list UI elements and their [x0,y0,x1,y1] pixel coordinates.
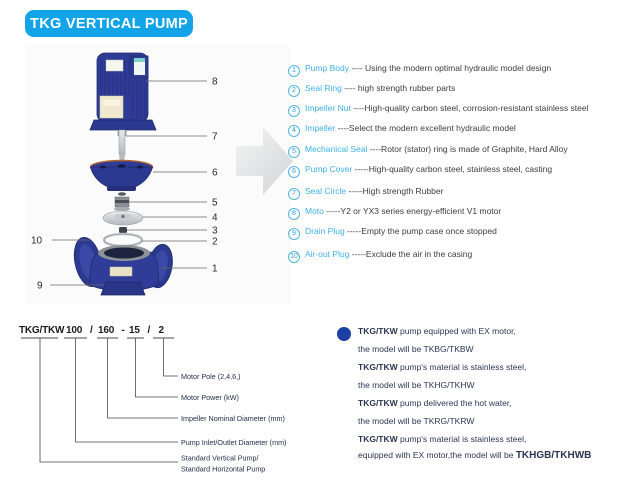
legend-item [288,102,588,117]
model-code-segment: 15 [129,325,140,336]
bullet-circle-icon [337,327,351,341]
legend-item [288,248,472,263]
part-term: Impeller [305,123,336,133]
note-text: pump delivered the hot water, [397,398,512,408]
part-term: Impeller Nut [305,103,351,113]
note-text: the model will be TKBG/TKBW [358,344,474,354]
note-text: pump equipped with EX motor, [397,326,516,336]
legend-item [288,143,568,158]
model-label: Motor Pole (2,4,6,) [181,372,241,381]
callout-number: 8 [212,76,218,88]
note-group [358,358,614,394]
circled-number: 5 [288,146,300,158]
callout-number: 5 [212,197,218,209]
model-label: Standard Vertical Pump/ [181,453,259,463]
part-term: Pump Cover [305,164,353,174]
part-desc: -----Exclude the air in the casing [349,249,473,259]
legend-item [288,205,501,220]
part-desc: ---- high strength rubber parts [341,83,456,93]
circled-number: 10 [288,251,300,263]
model-label: Impeller Nominal Diameter (mm) [181,414,285,423]
note-prefix: TKG/TKW [358,398,398,408]
callout-number: 9 [37,280,43,292]
note-prefix: TKG/TKW [358,326,398,336]
callout-number: 7 [212,131,218,143]
callout-number: 6 [212,167,218,179]
note-group [358,322,614,358]
part-desc: -----Y2 or YX3 series energy-efficient V1 motor [323,206,502,216]
circled-number: 8 [288,208,300,220]
legend-item [288,122,516,137]
part-desc: ----High-quality carbon steel, corrosion-resistant stainless steel [350,103,589,113]
circled-number: 3 [288,105,300,117]
legend-item [288,82,455,97]
circled-number: 9 [288,228,300,240]
model-code-segment: - [121,325,125,336]
part-desc: ----Rotor (stator) ring is made of Graphite, Hard Alloy [367,144,568,154]
part-term: Mechanical Seal [305,144,368,154]
model-code-segment: 160 [98,325,115,336]
part-term: Moto [305,206,324,216]
circled-number: 1 [288,65,300,77]
note-text: pump's material is stainless steel, [397,362,527,372]
circled-number: 6 [288,166,300,178]
model-label: Pump Inlet/Outlet Diameter (mm) [181,438,287,447]
note-group [358,394,614,430]
model-variant-notes [358,322,614,462]
callout-number: 3 [212,225,218,237]
model-code-segment: / [90,325,93,336]
callout-number: 1 [212,263,218,275]
circled-number: 7 [288,188,300,200]
legend-item [288,185,443,200]
part-desc: ----Select the modern excellent hydraulic model [335,123,516,133]
model-code-segment: 100 [66,325,83,336]
circled-number: 2 [288,85,300,97]
part-term: Seal Circle [305,186,347,196]
part-term: Seal Ring [305,83,342,93]
legend-item [288,62,551,77]
callout-number: 10 [31,235,43,247]
part-desc: -----Empty the pump case once stopped [344,226,497,236]
part-desc: -----High strength Rubber [346,186,444,196]
model-code-segment: / [147,325,151,336]
note-prefix: TKG/TKW [358,362,398,372]
note-prefix: TKG/TKW [358,434,398,444]
part-term: Drain Plug [305,226,345,236]
page-title: TKG VERTICAL PUMP [25,10,193,37]
note-text: pump's material is stainless steel, [397,434,527,444]
note-model-code: TKHGB/TKHWB [515,450,592,461]
legend-item [288,225,497,240]
note-text: equipped with EX motor,the model will be [358,450,516,460]
model-label: Motor Power (kW) [181,393,239,402]
model-code-segment: 2 [158,325,164,336]
circled-number: 4 [288,125,300,137]
note-group [358,430,614,462]
part-term: Air-out Plug [305,249,350,259]
model-label: Standard Horizontal Pump [181,464,266,474]
model-code-tree [19,325,286,474]
model-code-segment: TKG/TKW [19,325,65,336]
part-desc: -----High-quality carbon steel, stainless steel, casting [352,164,553,174]
note-text: the model will be TKRG/TKRW [358,416,475,426]
part-term: Pump Body [305,63,349,73]
part-desc: ---- Using the modern optimal hydraulic model design [348,63,552,73]
callout-number: 2 [212,236,218,248]
model-connector-lines [40,338,178,462]
note-text: the model will be TKHG/TKHW [358,380,475,390]
legend-item [288,163,552,178]
callout-number: 4 [212,212,218,224]
